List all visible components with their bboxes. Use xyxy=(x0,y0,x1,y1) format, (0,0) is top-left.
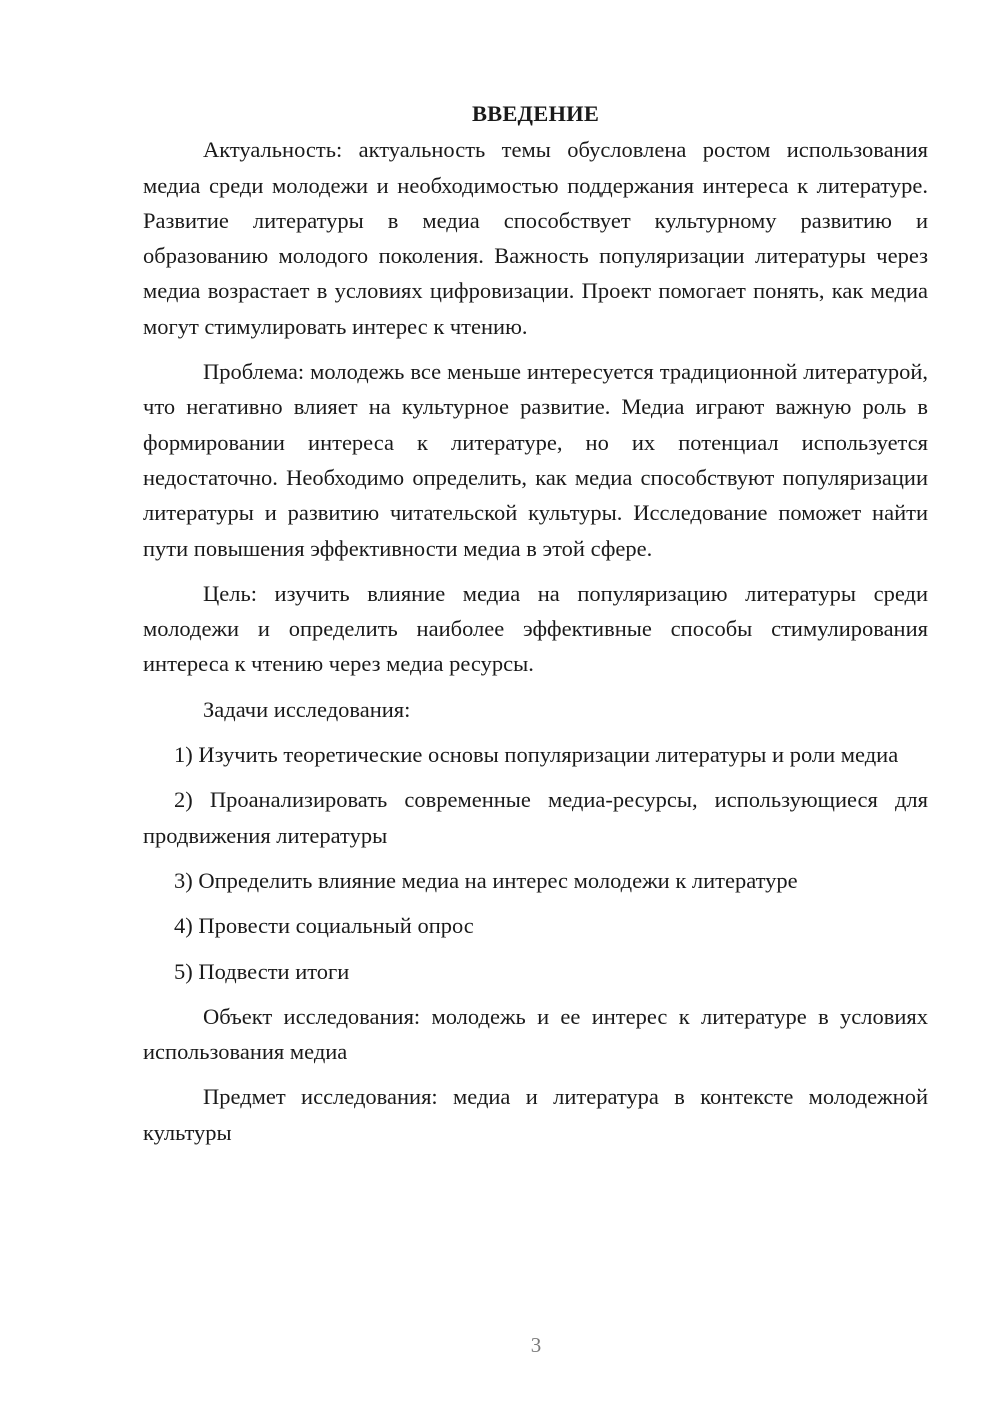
paragraph-tasks-intro: Задачи исследования: xyxy=(203,696,411,722)
task-item-4: 4) Провести социальный опрос xyxy=(174,913,474,939)
paragraph-goal: Цель: изучить влияние медиа на популяризацию литературы среди молодежи и определить наиболее эффективные способы стимулирования интереса к чтению через медиа ресурсы. xyxy=(143,580,928,677)
page-content xyxy=(143,96,928,1160)
paragraph-problem: Проблема: молодежь все меньше интересуется традиционной литературой, что негативно влияет на культурное развитие. Медиа играют важную роль в формировании интереса к литературе, но их потенциал используется недостаточно. Необходимо определить, как медиа способствуют популяризации литературы и развитию читательской культуры. Исследование поможет найти пути повышения эффективности медиа в этой сфере. xyxy=(143,359,928,561)
paragraph-relevance: Актуальность: актуальность темы обусловлена ростом использования медиа среди молодежи и необходимостью поддержания интереса к литературе. Развитие литературы в медиа способствует культурному развитию и образованию молодого поколения. Важность популяризации литературы через медиа возрастает в условиях цифровизации. Проект помогает понять, как медиа могут стимулировать интерес к чтению. xyxy=(143,137,928,339)
task-item-1: 1) Изучить теоретические основы популяризации литературы и роли медиа xyxy=(174,742,899,768)
task-item-2: 2) Проанализировать современные медиа-ресурсы, использующиеся для продвижения литературы xyxy=(143,787,928,848)
paragraph-subject: Предмет исследования: медиа и литература в контексте молодежной культуры xyxy=(143,1084,928,1145)
task-item-3: 3) Определить влияние медиа на интерес молодежи к литературе xyxy=(174,867,798,893)
section-heading: ВВЕДЕНИЕ xyxy=(471,101,600,126)
paragraph-object: Объект исследования: молодежь и ее интерес к литературе в условиях использования медиа xyxy=(143,1003,928,1065)
task-item-5: 5) Подвести итоги xyxy=(174,958,350,984)
page-number: 3 xyxy=(530,1333,542,1357)
